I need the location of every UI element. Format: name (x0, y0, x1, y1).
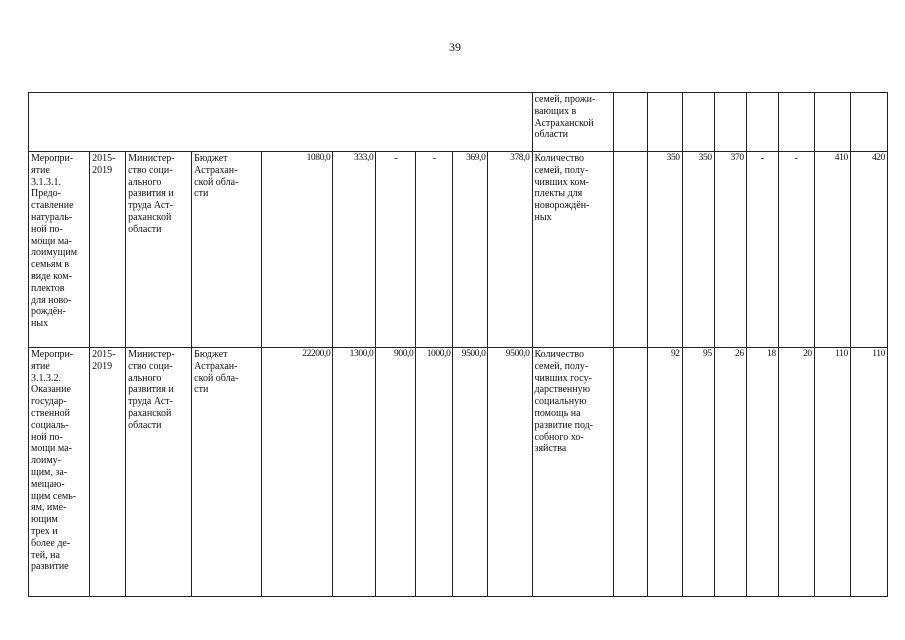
event-cell: Меропри- ятие 3.1.3.1. Предо- ставление натураль- ной по- мощи ма- лоимущим семьям в виде ком- плектов для ново- рождён- ных (29, 152, 90, 348)
value-cell: 95 (682, 348, 714, 597)
total-cell: 22200,0 (262, 348, 333, 597)
continued-empty-cell (29, 93, 533, 152)
event-cell: Меропри- ятие 3.1.3.2. Оказание государ- ственной социаль- ной по- мощи ма- лоиму- щим, за- мещаю- щим семь- ям, име- ющим трех и более де- тей, на развитие (29, 348, 90, 597)
indicator-cell: Количество семей, полу- чивших госу- дарственную социальную помощь на развитие под- собного хо- зяйства (532, 348, 613, 597)
value-cell: 110 (850, 348, 887, 597)
unit-cell (613, 348, 647, 597)
value-cell: 420 (850, 152, 887, 348)
value-cell: 350 (682, 152, 714, 348)
source-cell: Бюджет Астрахан- ской обла- сти (192, 348, 262, 597)
page-number: 39 (449, 40, 461, 54)
value-cell: - (778, 152, 814, 348)
unit-cell (613, 152, 647, 348)
value-cell: 26 (714, 348, 746, 597)
year-2018-cell: 9500,0 (453, 348, 488, 597)
total-cell: 1080,0 (262, 152, 333, 348)
value-cell (714, 93, 746, 152)
year-2016-cell: - (376, 152, 416, 348)
table-row (29, 348, 888, 597)
indicator-cell: Количество семей, полу- чивших ком- плекты для новорождён- ных (532, 152, 613, 348)
value-cell: 110 (814, 348, 850, 597)
executor-cell: Министер- ство соци- ального развития и труда Аст- раханской области (126, 348, 192, 597)
period-cell: 2015- 2019 (90, 348, 126, 597)
indicator-cell: семей, прожи- вающих в Астраханской области (532, 93, 613, 152)
value-cell: 370 (714, 152, 746, 348)
year-2017-cell: 1000,0 (416, 348, 453, 597)
table-row-continued (29, 93, 888, 152)
value-cell: - (746, 152, 778, 348)
value-cell: 410 (814, 152, 850, 348)
year-2018-cell: 369,0 (453, 152, 488, 348)
value-cell: 92 (647, 348, 682, 597)
value-cell (850, 93, 887, 152)
program-table (28, 92, 888, 597)
value-cell (746, 93, 778, 152)
year-2019-cell: 9500,0 (488, 348, 532, 597)
value-cell: 350 (647, 152, 682, 348)
year-2017-cell: - (416, 152, 453, 348)
period-cell: 2015- 2019 (90, 152, 126, 348)
value-cell: 18 (746, 348, 778, 597)
value-cell (814, 93, 850, 152)
value-cell (682, 93, 714, 152)
value-cell (778, 93, 814, 152)
table-row (29, 152, 888, 348)
year-2016-cell: 900,0 (376, 348, 416, 597)
executor-cell: Министер- ство соци- ального развития и труда Аст- раханской области (126, 152, 192, 348)
value-cell (647, 93, 682, 152)
year-2019-cell: 378,0 (488, 152, 532, 348)
value-cell: 20 (778, 348, 814, 597)
unit-cell (613, 93, 647, 152)
source-cell: Бюджет Астрахан- ской обла- сти (192, 152, 262, 348)
year-2015-cell: 1300,0 (333, 348, 376, 597)
year-2015-cell: 333,0 (333, 152, 376, 348)
